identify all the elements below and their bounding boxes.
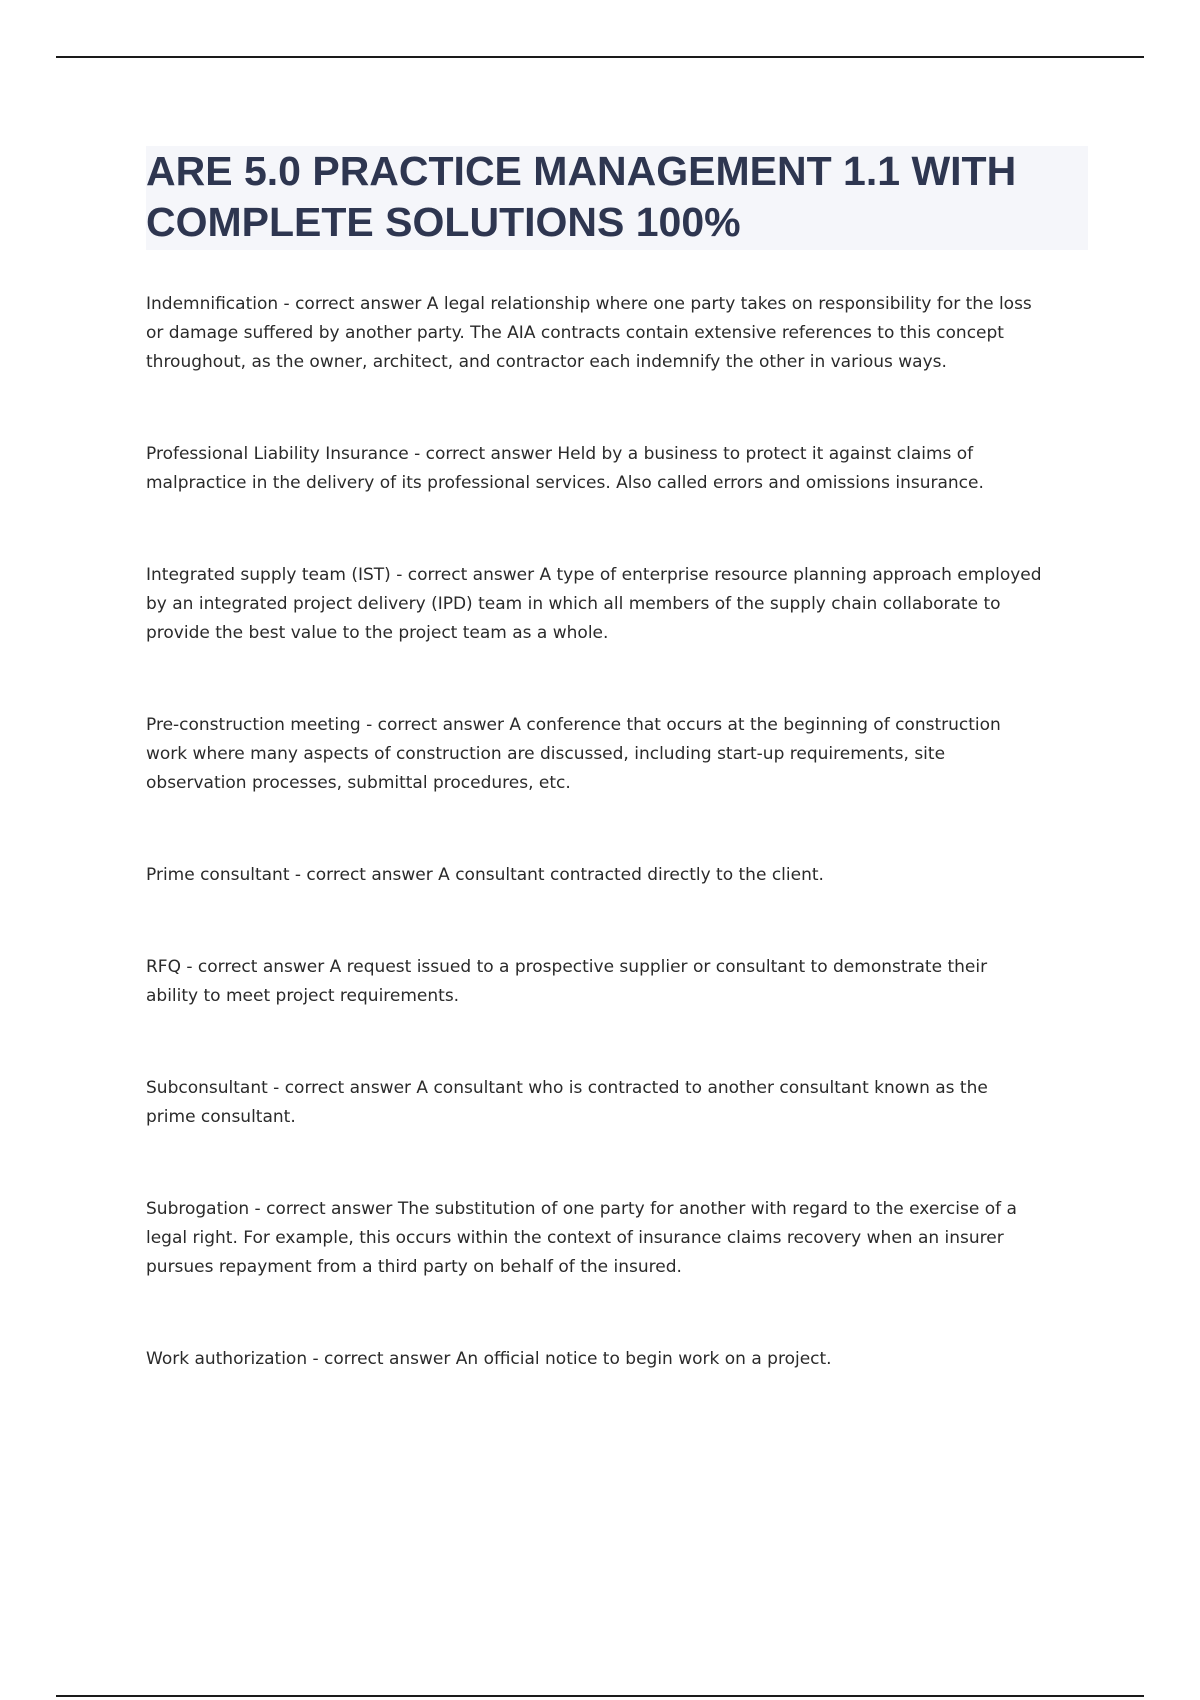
- entry-professional-liability-insurance: Professional Liability Insurance - correct answer Held by a business to protect it against claims of malpractice in the delivery of its professional services. Also called errors and omissions insurance.: [146, 444, 984, 493]
- header-rule: [56, 56, 1144, 58]
- entry-pre-construction-meeting: Pre-construction meeting - correct answer A conference that occurs at the beginning of construction work where many aspects of construction are discussed, including start-up requirements, site observation processes, submittal procedures, etc.: [146, 715, 1001, 793]
- entry-subrogation: Subrogation - correct answer The substitution of one party for another with regard to the exercise of a legal right. For example, this occurs within the context of insurance claims recovery when an insurer pursues repayment from a third party on behalf of the insured.: [146, 1199, 1017, 1277]
- entry-work-authorization: Work authorization - correct answer An official notice to begin work on a project.: [146, 1349, 832, 1369]
- entry-list: [146, 290, 1096, 1374]
- footer-rule: [56, 1695, 1144, 1697]
- title-block: [146, 146, 1088, 250]
- entry-subconsultant: Subconsultant - correct answer A consultant who is contracted to another consultant known as the prime consultant.: [146, 1078, 988, 1127]
- entry-integrated-supply-team: Integrated supply team (IST) - correct answer A type of enterprise resource planning approach employed by an integrated project delivery (IPD) team in which all members of the supply chain collaborate to provide the best value to the project team as a whole.: [146, 565, 1042, 643]
- document-title: ARE 5.0 PRACTICE MANAGEMENT 1.1 WITH COMPLETE SOLUTIONS 100%: [146, 148, 1017, 245]
- entry-indemnification: Indemnification - correct answer A legal relationship where one party takes on responsibility for the loss or damage suffered by another party. The AIA contracts contain extensive references to this concept throughout, as the owner, architect, and contractor each indemnify the other in various ways.: [146, 294, 1032, 372]
- entry-rfq: RFQ - correct answer A request issued to a prospective supplier or consultant to demonstrate their ability to meet project requirements.: [146, 957, 988, 1006]
- entry-prime-consultant: Prime consultant - correct answer A consultant contracted directly to the client.: [146, 865, 824, 885]
